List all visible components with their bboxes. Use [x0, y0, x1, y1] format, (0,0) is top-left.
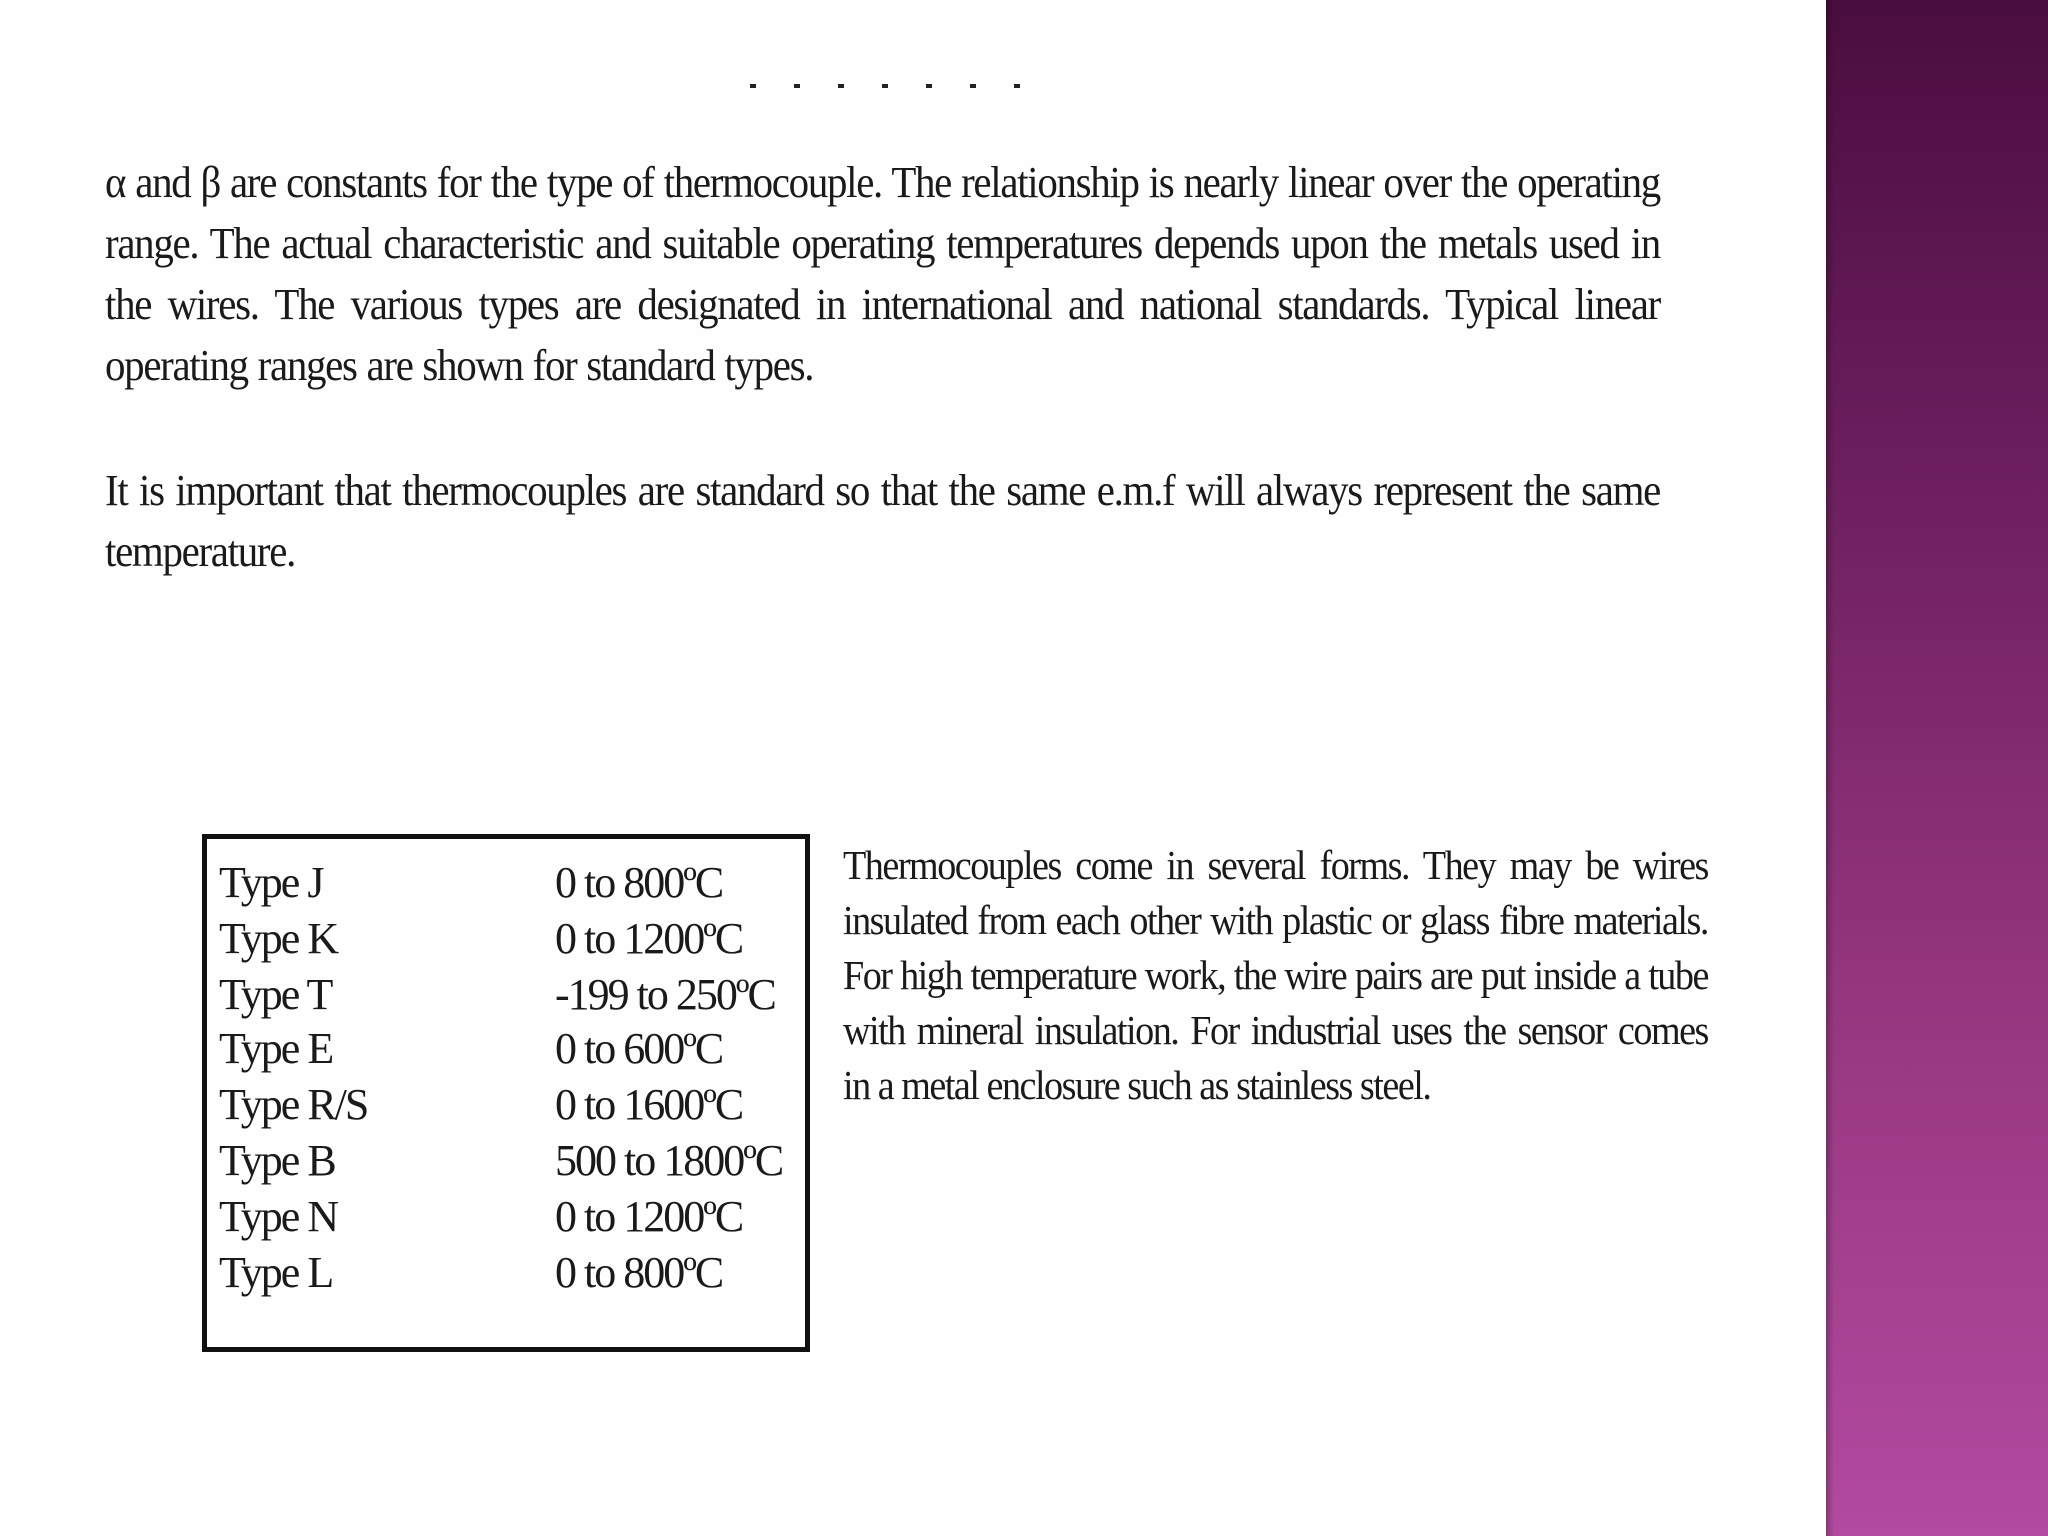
paragraph-constants: α and β are constants for the type of thermocouple. The relationship is nearly linear over the operating range. The actual characteristic and suitable operating temperatures depends upon the metals used in the wires. The various types are designated in international and national standards. Typical linear operating ranges are shown for standard types.	[105, 158, 1660, 390]
thermocouple-type: Type T	[219, 970, 332, 1019]
thermocouple-type: Type J	[219, 858, 323, 907]
paragraph-standard-importance: It is important that thermocouples are standard so that the same e.m.f will always represent the same temperature.	[105, 466, 1660, 576]
thermocouple-type: Type L	[219, 1248, 333, 1297]
thermocouple-type: Type B	[219, 1136, 335, 1185]
thermocouple-type: Type N	[219, 1192, 338, 1241]
decorative-side-band	[1826, 0, 2048, 1536]
thermocouple-type: Type E	[219, 1024, 333, 1073]
thermocouple-forms-text: Thermocouples come in several forms. They may be wires insulated from each other with plastic or glass fibre materials. For high temperature work, the wire pairs are put inside a tube with mineral insulation. For industrial uses the sensor comes in a metal enclosure such as stainless steel.	[843, 842, 1708, 1108]
operating-range: 0 to 800ºC	[555, 1248, 723, 1297]
operating-range: 0 to 600ºC	[555, 1024, 723, 1073]
cropped-text-fragment	[750, 70, 1080, 90]
operating-range: -199 to 250ºC	[555, 970, 775, 1019]
thermocouple-type: Type R/S	[219, 1080, 368, 1129]
operating-range: 0 to 1200ºC	[555, 914, 743, 963]
operating-range: 0 to 1600ºC	[555, 1080, 743, 1129]
thermocouple-type: Type K	[219, 914, 338, 963]
operating-range: 500 to 1800ºC	[555, 1136, 783, 1185]
operating-ranges-box	[202, 834, 810, 1352]
operating-range: 0 to 1200ºC	[555, 1192, 743, 1241]
operating-range: 0 to 800ºC	[555, 858, 723, 907]
